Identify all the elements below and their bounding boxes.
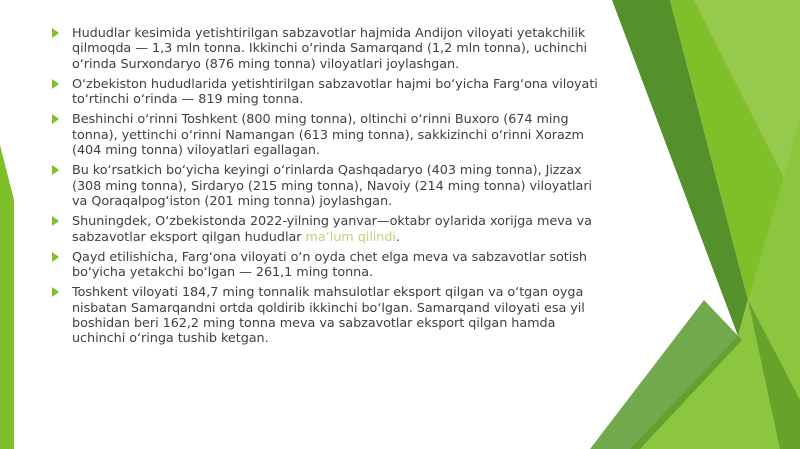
highlighted-link-text[interactable]: ma’lum qilindi xyxy=(305,229,396,245)
triangle-bullet-icon xyxy=(52,114,59,124)
triangle-bullet-icon xyxy=(52,216,59,226)
triangle-bullet-icon xyxy=(52,165,59,175)
bullet-item xyxy=(46,285,606,346)
bullet-item xyxy=(46,26,606,72)
bullet-text: Qayd etilishicha, Farg‘ona viloyati o‘n oyda chet elga meva va sabzavotlar sotish bo‘yicha yetakchi bo‘lgan — 261,1 ming tonna. xyxy=(72,249,587,281)
bullet-item xyxy=(46,163,606,209)
bullet-item xyxy=(46,112,606,158)
bullet-text: Beshinchi o‘rinni Toshkent (800 ming tonna), oltinchi o‘rinni Buxoro (674 ming tonna), yettinchi o‘rinni Namangan (613 ming tonna), sakkizinchi o‘rinni Xorazm (404 ming tonna) viloyatlari egallagan. xyxy=(72,112,584,159)
bullet-item xyxy=(46,214,606,245)
bullet-text: Shuningdek, O‘zbekistonda 2022-yilning yanvar—oktabr oylarida xorijga meva va sabzavotlar eksport qilgan hududlar xyxy=(72,214,592,245)
bullet-text: Hududlar kesimida yetishtirilgan sabzavotlar hajmida Andijon viloyati yetakchilik qilmoqda — 1,3 mln tonna. Ikkinchi o‘rinda Samarqand (1,2 mln tonna), uchinchi o‘rinda Surxondaryo (876 ming tonna) viloyatlari joylashgan. xyxy=(72,26,588,72)
triangle-bullet-icon xyxy=(52,252,59,262)
bullet-item xyxy=(46,250,606,281)
bullet-item xyxy=(46,77,606,108)
bullet-list xyxy=(46,26,606,347)
triangle-bullet-icon xyxy=(52,79,59,89)
bullet-text: Bu ko‘rsatkich bo‘yicha keyingi o‘rinlarda Qashqadaryo (403 ming tonna), Jizzax (308 ming tonna), Sirdaryo (215 ming tonna), Navoiy (214 ming tonna) viloyatlari va Qoraqalpog‘iston (201 ming tonna) joylashgan. xyxy=(72,163,593,209)
bullet-text: O‘zbekiston hududlarida yetishtirilgan sabzavotlar hajmi bo‘yicha Farg‘ona viloyati to‘rtinchi o‘rinda — 819 ming tonna. xyxy=(72,76,598,108)
triangle-bullet-icon xyxy=(52,287,59,297)
triangle-bullet-icon xyxy=(52,28,59,38)
bullet-text-tail: . xyxy=(395,229,400,245)
left-accent-strip xyxy=(0,145,14,449)
bullet-text: Toshkent viloyati 184,7 ming tonnalik mahsulotlar eksport qilgan va o‘tgan oyga nisbatan Samarqandni ortda qoldirib ikkinchi bo‘lgan. Samarqand viloyati esa yil boshidan beri 162,2 ming tonna meva va sabzavotlar eksport qilgan hamda uchinchi o‘ringa tushib ketgan. xyxy=(72,285,585,347)
